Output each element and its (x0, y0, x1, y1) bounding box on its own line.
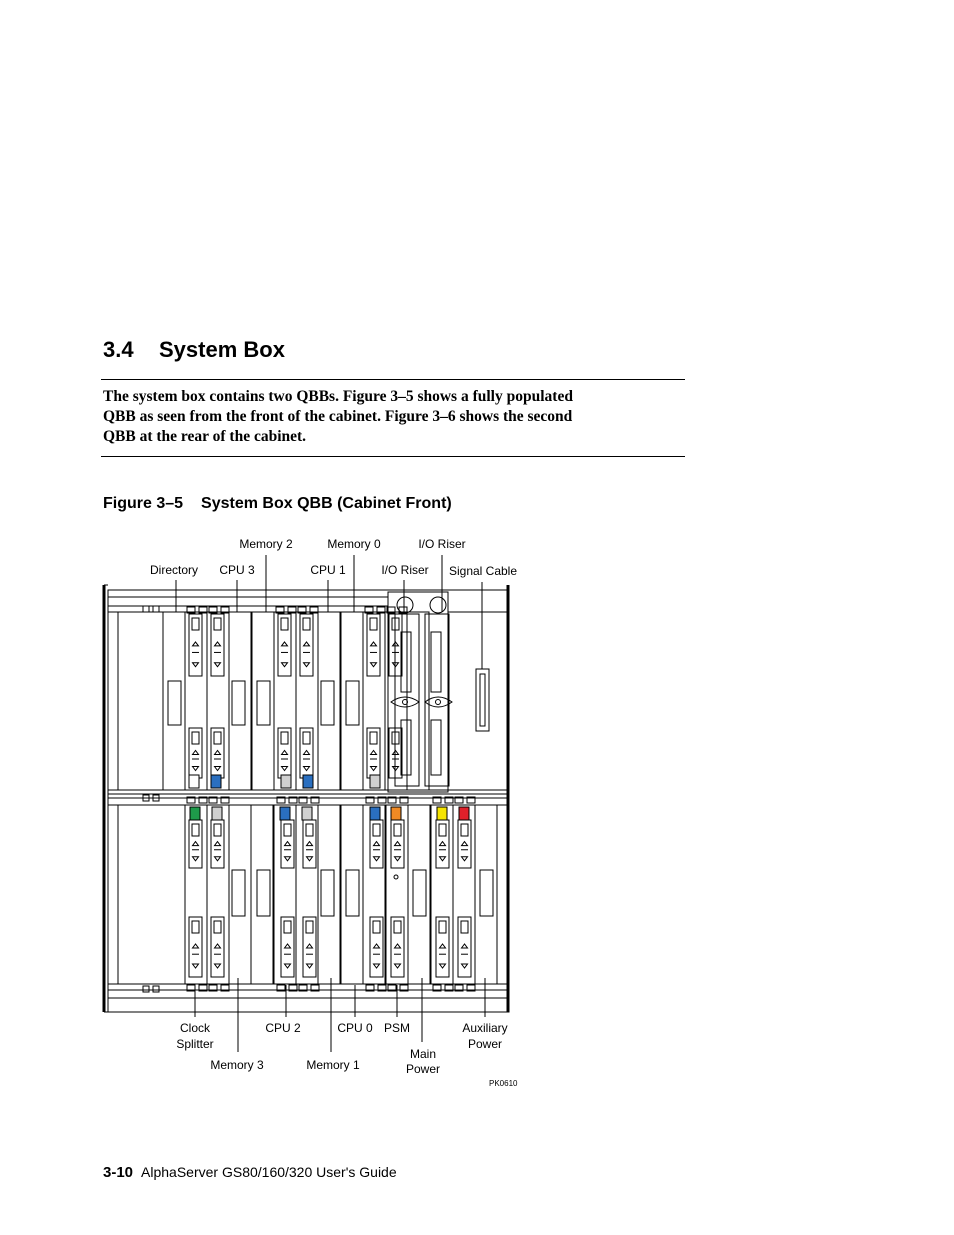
lever-slot (281, 618, 288, 630)
module-card (341, 612, 363, 790)
lever-slot (214, 618, 221, 630)
indicator-blue (370, 807, 380, 820)
module-card (185, 805, 207, 984)
arrow-down-icon (440, 964, 446, 968)
label-memory-0: Memory 0 (327, 537, 381, 551)
blank-panel (346, 681, 359, 725)
blank-panel (168, 681, 181, 725)
label-auxiliary: Auxiliary (462, 1021, 508, 1035)
arrow-up-icon (215, 751, 221, 755)
arrow-down-icon (307, 964, 313, 968)
intro-line: QBB as seen from the front of the cabinet. Figure 3–6 shows the second (103, 407, 573, 425)
footer-title: AlphaServer GS80/160/320 User's Guide (141, 1164, 397, 1180)
arrow-up-icon (307, 842, 313, 846)
module-card (296, 612, 318, 790)
page-footer (103, 1164, 397, 1181)
module-card (207, 612, 229, 790)
label-cpu-3: CPU 3 (219, 563, 255, 577)
arrow-down-icon (285, 857, 291, 861)
arrow-down-icon (193, 663, 199, 667)
lever-slot (373, 921, 380, 933)
lever-slot (281, 732, 288, 744)
arrow-down-icon (395, 857, 401, 861)
module-card (453, 805, 475, 984)
arrow-up-icon (440, 842, 446, 846)
lever-slot (461, 921, 468, 933)
module-card (363, 805, 385, 984)
module-card (341, 805, 363, 984)
indicator-blue (303, 775, 313, 788)
indicator-blue (211, 775, 221, 788)
arrow-up-icon (304, 751, 310, 755)
arrow-down-icon (462, 964, 468, 968)
module-card (296, 805, 318, 984)
arrow-up-icon (215, 842, 221, 846)
label-clock-splitter (176, 1021, 213, 1051)
indicator-orange (391, 807, 401, 820)
arrow-down-icon (304, 767, 310, 771)
indicator-blue (280, 807, 290, 820)
lever-slot (394, 824, 401, 836)
label-splitter: Splitter (176, 1037, 214, 1051)
arrow-down-icon (440, 857, 446, 861)
lever-slot (439, 824, 446, 836)
label-memory-3: Memory 3 (210, 1058, 264, 1072)
label-io-riser-top: I/O Riser (418, 537, 466, 551)
indicator-empty (189, 775, 199, 788)
arrow-up-icon (193, 751, 199, 755)
label-psm: PSM (383, 1021, 411, 1035)
arrow-down-icon (282, 767, 288, 771)
lever-slot (439, 921, 446, 933)
lever-slot (306, 921, 313, 933)
intro-line: The system box contains two QBBs. Figure 3–5 shows a fully populated (103, 388, 573, 405)
blank-panel (413, 870, 426, 916)
lever-slot (192, 824, 199, 836)
figure-code: PK0610 (489, 1079, 518, 1088)
module-card (386, 805, 408, 984)
lever-slot (192, 921, 199, 933)
arrow-down-icon (374, 964, 380, 968)
module-card (252, 612, 274, 790)
label-main: Main (409, 1047, 437, 1061)
label-cpu-0: CPU 0 (337, 1021, 373, 1035)
arrow-up-icon (374, 842, 380, 846)
blank-panel (232, 870, 245, 916)
figure-title: System Box QBB (Cabinet Front) (201, 495, 452, 512)
arrow-up-icon (371, 642, 377, 646)
lever-slot (306, 824, 313, 836)
lever-slot (214, 921, 221, 933)
section-title: System Box (159, 337, 285, 362)
arrow-down-icon (374, 857, 380, 861)
lever-slot (192, 732, 199, 744)
blank-panel (480, 870, 493, 916)
arrow-up-icon (395, 944, 401, 948)
arrow-up-icon (285, 944, 291, 948)
lever-slot (303, 618, 310, 630)
arrow-down-icon (395, 964, 401, 968)
intro-line: QBB at the rear of the cabinet. (103, 427, 307, 445)
arrow-down-icon (304, 663, 310, 667)
indicator-gray (302, 807, 312, 820)
arrow-up-icon (374, 944, 380, 948)
module-card (431, 805, 453, 984)
indicator-gray (370, 775, 380, 788)
module-card (163, 612, 185, 790)
lever-slot (370, 618, 377, 630)
label-memory-2: Memory 2 (239, 537, 293, 551)
arrow-down-icon (215, 767, 221, 771)
label-memory-1: Memory 1 (306, 1058, 360, 1072)
arrow-down-icon (307, 857, 313, 861)
lever-slot (461, 824, 468, 836)
arrow-up-icon (304, 642, 310, 646)
module-card (475, 805, 497, 984)
arrow-up-icon (307, 944, 313, 948)
lever-slot (303, 732, 310, 744)
lever-slot (214, 732, 221, 744)
arrow-up-icon (395, 842, 401, 846)
lever-slot (192, 618, 199, 630)
arrow-up-icon (193, 842, 199, 846)
arrow-down-icon (215, 857, 221, 861)
arrow-down-icon (193, 964, 199, 968)
page-number: 3-10 (103, 1164, 134, 1181)
arrow-up-icon (215, 642, 221, 646)
arrow-down-icon (285, 964, 291, 968)
label-directory: Directory (149, 563, 199, 577)
figure-number: Figure 3–5 (103, 495, 184, 512)
arrow-down-icon (371, 767, 377, 771)
module-card (207, 805, 229, 984)
indicator-green (190, 807, 200, 820)
lever-slot (373, 824, 380, 836)
lever-slot (214, 824, 221, 836)
label-auxiliary-power (462, 1021, 507, 1051)
arrow-up-icon (371, 751, 377, 755)
blank-panel (321, 681, 334, 725)
indicator-yellow (437, 807, 447, 820)
label-aux-power: Power (467, 1037, 503, 1051)
arrow-up-icon (462, 944, 468, 948)
indicator-gray (281, 775, 291, 788)
arrow-down-icon (193, 857, 199, 861)
arrow-up-icon (285, 842, 291, 846)
blank-panel (346, 870, 359, 916)
indicator-red (459, 807, 469, 820)
label-main-power-line2: Power (405, 1062, 441, 1076)
module-card (274, 805, 296, 984)
indicator-gray (212, 807, 222, 820)
label-signal-cable: Signal Cable (448, 564, 518, 578)
blank-panel (257, 870, 270, 916)
arrow-up-icon (282, 751, 288, 755)
arrow-down-icon (215, 663, 221, 667)
lever-slot (370, 732, 377, 744)
arrow-down-icon (282, 663, 288, 667)
arrow-down-icon (215, 964, 221, 968)
arrow-down-icon (371, 663, 377, 667)
label-cpu-2: CPU 2 (265, 1021, 301, 1035)
blank-panel (321, 870, 334, 916)
arrow-up-icon (462, 842, 468, 846)
label-cpu-1: CPU 1 (310, 563, 346, 577)
arrow-up-icon (440, 944, 446, 948)
label-clock: Clock (179, 1021, 211, 1035)
blank-panel (257, 681, 270, 725)
module-card (408, 805, 430, 984)
module-card (363, 612, 385, 790)
section-number: 3.4 (103, 337, 134, 362)
status-led (394, 875, 398, 879)
lever-slot (394, 921, 401, 933)
arrow-up-icon (215, 944, 221, 948)
arrow-up-icon (193, 642, 199, 646)
lever-slot (284, 921, 291, 933)
module-card (274, 612, 296, 790)
module-card (185, 612, 207, 790)
arrow-up-icon (282, 642, 288, 646)
arrow-down-icon (462, 857, 468, 861)
arrow-up-icon (193, 944, 199, 948)
arrow-down-icon (193, 767, 199, 771)
lever-slot (284, 824, 291, 836)
label-io-riser: I/O Riser (381, 563, 429, 577)
label-main-power (406, 1047, 440, 1076)
blank-panel (232, 681, 245, 725)
